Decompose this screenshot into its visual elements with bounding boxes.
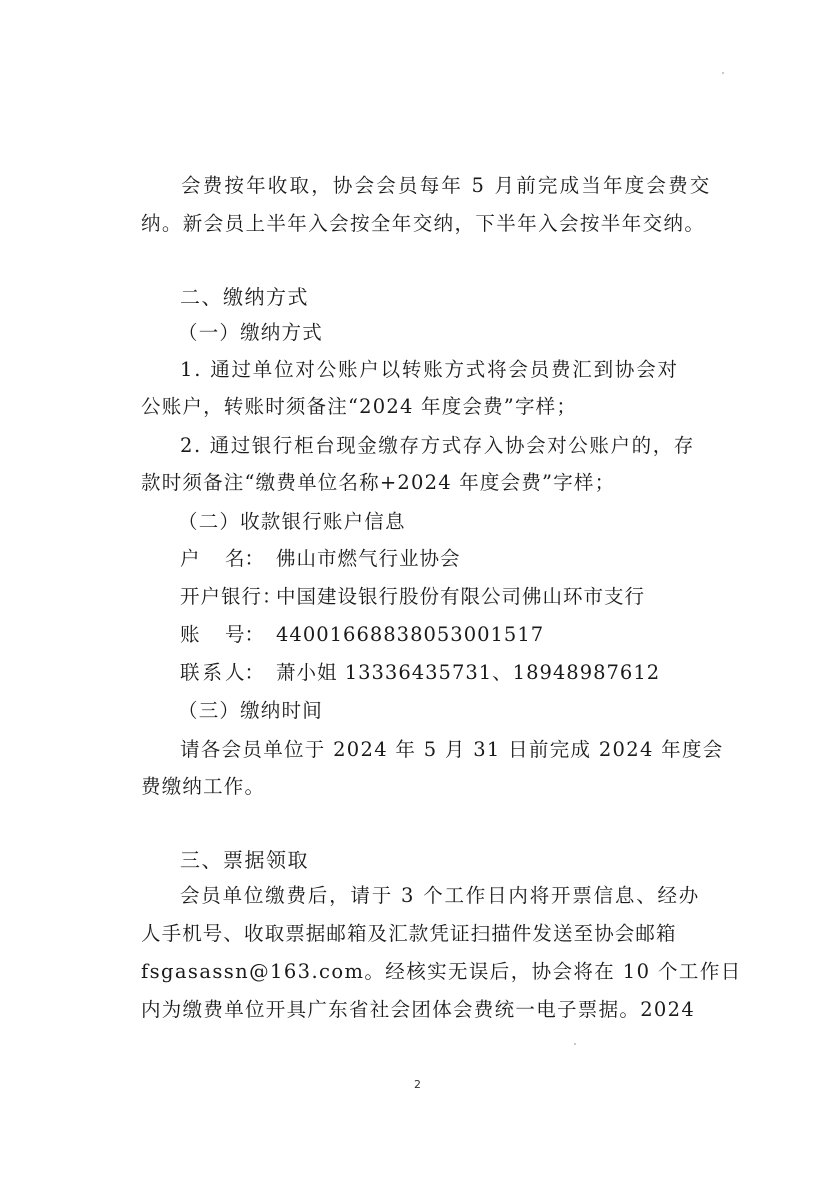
payment-item-2-line: 款时须备注“缴费单位名称+2024 年度会费”字样； [141, 471, 616, 494]
payment-item-1-line: 公账户，转账时须备注“2024 年度会费”字样； [141, 395, 578, 418]
fees-paragraph-line: 会费按年收取，协会会员每年 5 月前完成当年度会费交 [181, 174, 712, 197]
receipt-paragraph-line: 内为缴费单位开具广东省社会团体会费统一电子票据。2024 [141, 998, 696, 1021]
scan-speck [722, 72, 724, 74]
section-heading-payment: 二、缴纳方式 [180, 285, 309, 309]
bank-name-value: 中国建设银行股份有限公司佛山环市支行 [276, 585, 646, 608]
page-number: 2 [414, 1078, 421, 1091]
receipt-paragraph-line: fsgasassn@163.com。经核实无误后，协会将在 10 个工作日 [141, 960, 742, 983]
subheading-bank-account: （二）收款银行账户信息 [178, 510, 406, 533]
contact-value: 萧小姐 13336435731、18948987612 [276, 661, 661, 684]
payment-time-line: 请各会员单位于 2024 年 5 月 31 日前完成 2024 年度会 [180, 738, 724, 761]
receipt-paragraph-line: 人手机号、收取票据邮箱及汇款凭证扫描件发送至协会邮箱 [141, 922, 677, 945]
account-number-label: 账 号： [180, 623, 264, 646]
account-name-row [180, 547, 461, 571]
payment-item-2-line: 2. 通过银行柜台现金缴存方式存入协会对公账户的，存 [180, 434, 695, 457]
account-name-value: 佛山市燃气行业协会 [276, 547, 461, 570]
contact-label: 联 系 人： [180, 661, 264, 684]
subheading-payment-method: （一）缴纳方式 [178, 321, 323, 344]
payment-time-line: 费缴纳工作。 [141, 775, 266, 798]
account-number-value: 44001668838053001517 [276, 623, 545, 646]
bank-name-label: 开户银行： [180, 585, 283, 608]
subheading-payment-time: （三）缴纳时间 [178, 699, 323, 722]
payment-item-1-line: 1. 通过单位对公账户以转账方式将会员费汇到协会对 [180, 358, 679, 381]
account-number-row [180, 623, 544, 647]
contact-row [180, 661, 660, 685]
scan-speck [574, 1043, 576, 1045]
fees-paragraph-line: 纳。新会员上半年入会按全年交纳，下半年入会按半年交纳。 [141, 212, 706, 235]
account-name-label: 户 名： [180, 547, 264, 570]
section-heading-receipt: 三、票据领取 [180, 848, 309, 872]
receipt-paragraph-line: 会员单位缴费后，请于 3 个工作日内将开票信息、经办 [180, 884, 701, 907]
bank-name-row [180, 585, 645, 609]
